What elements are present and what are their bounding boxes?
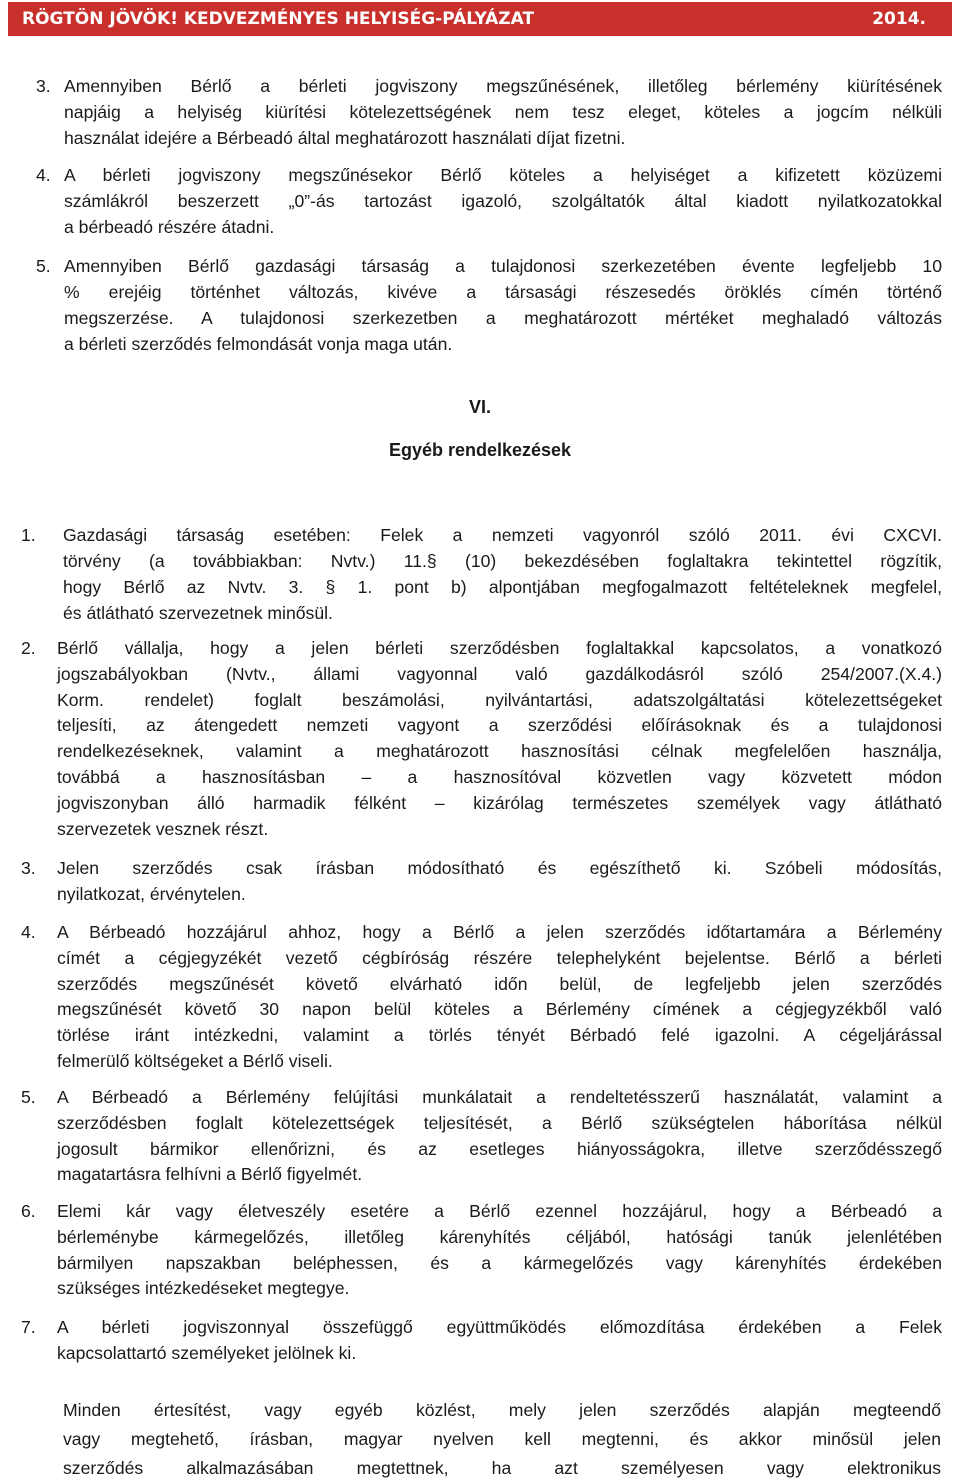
item-number: 4. bbox=[36, 165, 51, 185]
item-line: Bérlő vállalja, hogy a jelen bérleti szerződésben foglaltakkal kapcsolatos, a vonatkozó bbox=[57, 638, 942, 658]
item-number: 6. bbox=[21, 1201, 36, 1221]
item-line: A bérleti jogviszony megszűnésekor Bérlő köteles a helyiséget a kifizetett közüzemi bbox=[64, 165, 942, 185]
item-number: 3. bbox=[21, 858, 36, 878]
item-line: teljesíti, az átengedett nemzeti vagyont a szerződési előírásoknak és a tulajdonosi bbox=[57, 715, 942, 736]
item-line: magatartásra felhívni a Bérlő figyelmét. bbox=[57, 1164, 363, 1185]
item-line: bármilyen napszakban beléphessen, és a kármegelőzés vagy kárenyhítés érdekében bbox=[57, 1252, 942, 1273]
item-line: Amennyiben Bérlő a bérleti jogviszony megszűnésének, illetőleg bérlemény kiürítésének bbox=[64, 76, 942, 96]
item-line: számlákról beszerzett „0”-ás tartozást igazoló, szolgáltatók által kiadott nyilatkozatokkal bbox=[64, 191, 942, 211]
item-line: megszerzése. A tulajdonosi szerkezetben a meghatározott mértéket meghaladó változás bbox=[64, 308, 942, 328]
item-line: továbbá a hasznosításban – a hasznosítóval közvetlen vagy közvetett módon bbox=[57, 766, 942, 787]
item-line: szerződés megszűnését követő elvárható időn belül, de legfeljebb jelen szerződés bbox=[57, 973, 942, 994]
item-line: jogosult bármikor ellenőrizni, és az esetleges hiányosságokra, illetve szerződésszegő bbox=[57, 1138, 942, 1159]
item-number: 7. bbox=[21, 1317, 36, 1337]
item-line: Jelen szerződés csak írásban módosítható és egészíthető ki. Szóbeli módosítás, bbox=[57, 858, 942, 878]
item-line: és átlátható szervezetnek minősül. bbox=[63, 603, 333, 623]
document-header-banner bbox=[8, 2, 952, 36]
item-line: napjáig a helyiség kiürítési kötelezettségének nem tesz eleget, köteles a jogcím nélküli bbox=[64, 102, 942, 122]
item-line: jogszabályokban (Nvtv., állami vagyonnal való gazdálkodásról szóló 254/2007.(X.4.) bbox=[57, 663, 942, 684]
item-line: A Bérbeadó a Bérlemény felújítási munkálatait a rendeltetésszerű használatát, valamint a bbox=[57, 1087, 942, 1107]
item-number: 5. bbox=[21, 1087, 36, 1107]
item-line: törlése iránt intézkedni, valamint a törlés tényét Bérbadó felé igazolni. A cégeljárással bbox=[57, 1025, 942, 1046]
item-number: 3. bbox=[36, 76, 51, 96]
item-line: nyilatkozat, érvénytelen. bbox=[57, 883, 246, 904]
item-line: a bérleti szerződés felmondását vonja maga után. bbox=[64, 334, 453, 354]
item-number: 2. bbox=[21, 638, 36, 658]
item-line: % erejéig történhet változás, kivéve a társasági részesedés öröklés címén történő bbox=[64, 282, 942, 302]
item-line: Korm. rendelet) foglalt beszámolási, nyilvántartási, adatszolgáltatási kötelezettségeket bbox=[57, 689, 942, 710]
item-line: szervezetek vesznek részt. bbox=[57, 818, 269, 839]
item-number: 4. bbox=[21, 922, 36, 942]
item-number: 1. bbox=[21, 525, 36, 545]
item-number: 5. bbox=[36, 256, 51, 276]
item-line: A bérleti jogviszonnyal összefüggő együttműködés előmozdítása érdekében a Felek bbox=[57, 1317, 942, 1337]
item-line: címét a cégjegyzékét vezető cégbíróság részére telephelyként bejelentse. Bérlő a bérleti bbox=[57, 947, 942, 968]
closing-paragraph bbox=[63, 1396, 941, 1483]
item-line: felmerülő költségeket a Bérlő viseli. bbox=[57, 1050, 333, 1071]
item-line: jogviszonyban álló harmadik félként – kizárólag természetes személyek vagy átlátható bbox=[57, 792, 942, 813]
item-line: A Bérbeadó hozzájárul ahhoz, hogy a Bérlő a jelen szerződés időtartamára a Bérlemény bbox=[57, 922, 942, 942]
item-line: hogy Bérlő az Nvtv. 3. § 1. pont b) alpontjában megfogalmazott feltételeknek megfelel, bbox=[63, 577, 942, 597]
item-line: törvény (a továbbiakban: Nvtv.) 11.§ (10) bekezdésében foglaltakra tekintettel rögzítik, bbox=[63, 551, 942, 571]
item-line: megszűnését követő 30 napon belül köteles a Bérlemény címének a cégjegyzékből való bbox=[57, 999, 942, 1020]
item-line: rendelkezéseknek, valamint a meghatározott hasznosítási célnak megfelelően használja, bbox=[57, 741, 942, 762]
item-line: Amennyiben Bérlő gazdasági társaság a tulajdonosi szerkezetében évente legfeljebb 10 bbox=[64, 256, 942, 276]
paragraph-line: Minden értesítést, vagy egyéb közlést, mely jelen szerződés alapján megteendő bbox=[63, 1400, 941, 1420]
header-year: 2014. bbox=[872, 9, 926, 29]
item-line: a bérbeadó részére átadni. bbox=[64, 217, 275, 237]
item-line: Gazdasági társaság esetében: Felek a nemzeti vagyonról szóló 2011. évi CXCVI. bbox=[63, 525, 942, 545]
item-line: Elemi kár vagy életveszély esetére a Bérlő ezennel hozzájárul, hogy a Bérbeadó a bbox=[57, 1201, 942, 1221]
section-number: VI. bbox=[468, 397, 491, 417]
item-line: bérleménybe kármegelőzés, illetőleg kárenyhítés céljából, hatósági tanúk jelenlétében bbox=[57, 1226, 942, 1247]
section-title: Egyéb rendelkezések bbox=[388, 440, 572, 460]
item-line: szerződésben foglalt kötelezettségek teljesítését, a Bérlő szükségtelen háborítása nélkül bbox=[57, 1112, 942, 1133]
item-line: használat idejére a Bérbeadó által meghatározott használati díjat fizetni. bbox=[64, 128, 626, 148]
header-title: RÖGTÖN JÖVÖK! KEDVEZMÉNYES HELYISÉG-PÁLYÁZAT bbox=[22, 9, 535, 29]
item-line: kapcsolattartó személyeket jelölnek ki. bbox=[57, 1342, 357, 1363]
paragraph-line: vagy megtehető, írásban, magyar nyelven kell megtenni, és akkor minősül jelen bbox=[63, 1429, 941, 1449]
item-line: szükséges intézkedéseket megtegye. bbox=[57, 1278, 350, 1299]
paragraph-line: szerződés alkalmazásában megtettnek, ha azt személyesen vagy elektronikus bbox=[63, 1458, 941, 1478]
